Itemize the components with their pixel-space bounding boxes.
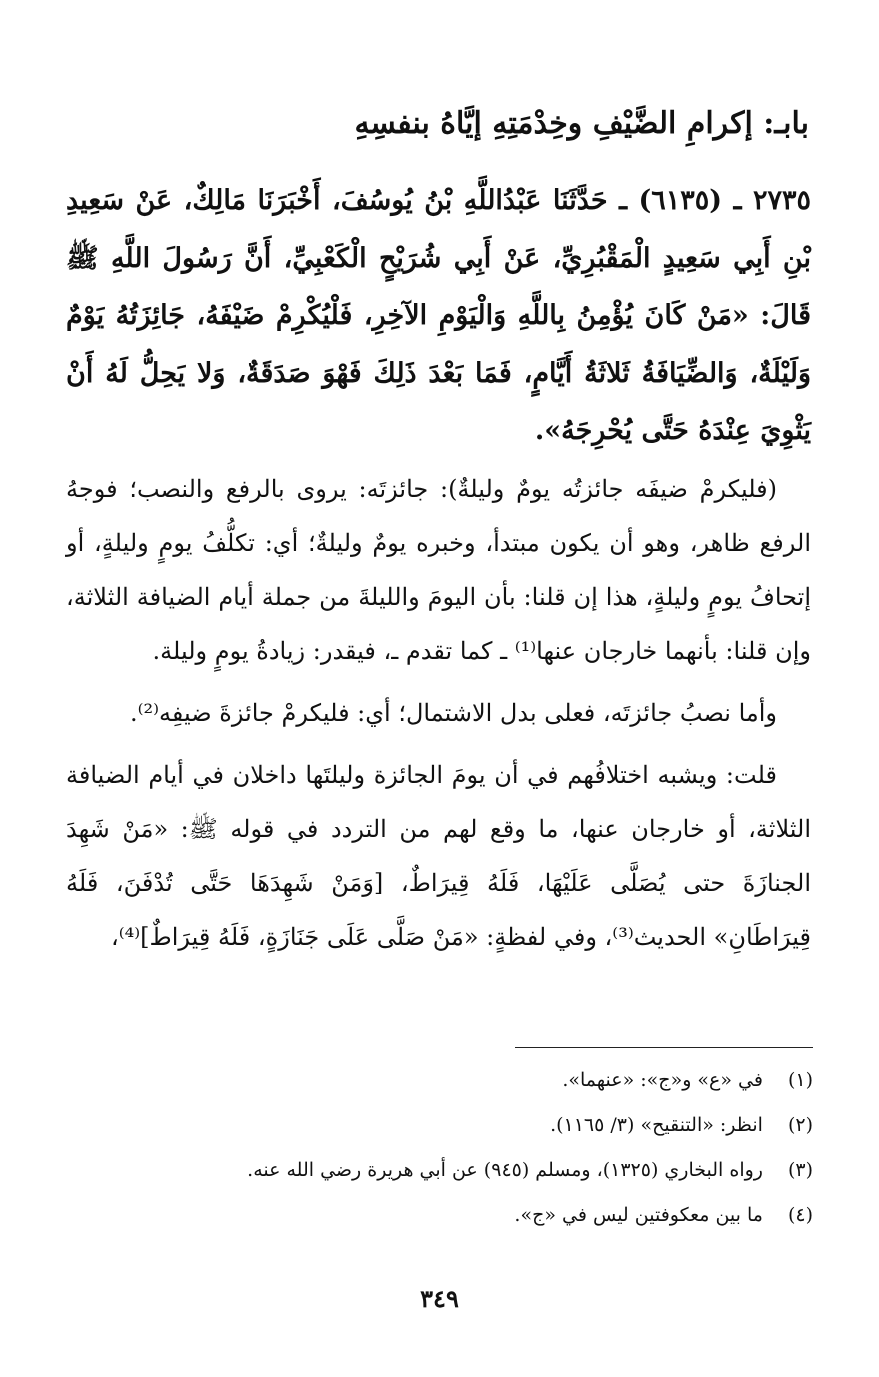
footnote [68, 1148, 813, 1193]
footnote [68, 1193, 813, 1238]
footnote [68, 1103, 813, 1148]
footnote-number: (٢) [787, 1114, 813, 1136]
footnote-text: ما بين معكوفتين ليس في «ج». [514, 1204, 763, 1226]
footnote-divider [515, 1047, 813, 1048]
commentary-paragraph: (فليكرمْ ضيفَه جائزتُه يومٌ وليلةٌ): جائزتَه: يروى بالرفع والنصب؛ فوجهُ الرفع ظاهر، وهو أن يكون مبتدأ، وخبره يومٌ وليلةٌ؛ أي: تكلُّفُ يومٍ وليلةٍ، أو إتحافُ يومٍ وليلةٍ، هذا إن قلنا: بأن اليومَ والليلةَ من جملة أيام الضيافة الثلاثة، وإن قلنا: بأنهما خارجان عنها⁽¹⁾ ـ كما تقدم ـ، فيقدر: زيادةُ يومٍ وليلة. [66, 475, 811, 665]
commentary-paragraph: وأما نصبُ جائزتَه، فعلى بدل الاشتمال؛ أي: فليكرمْ جائزةَ ضيفِه⁽²⁾. [129, 699, 777, 727]
footnote-text: انظر: «التنقيح» (٣/ ١١٦٥). [550, 1114, 763, 1136]
chapter-title: بابـ: إكرامِ الضَّيْفِ وخِدْمَتِهِ إيَّاهُ بنفسِهِ [354, 106, 809, 141]
commentary [66, 462, 811, 964]
footnote-number: (١) [787, 1069, 813, 1091]
footnote-number: (٣) [787, 1159, 813, 1181]
hadith-text: ٢٧٣٥ ـ (٦١٣٥) ـ حَدَّثَنَا عَبْدُاللَّهِ بْنُ يُوسُفَ، أَخْبَرَنَا مَالِكٌ، عَنْ سَعِيدِ بْنِ أَبِي سَعِيدٍ الْمَقْبُرِيِّ، عَنْ أَبِي شُرَيْحٍ الْكَعْبِيِّ، أَنَّ رَسُولَ اللَّهِ ﷺ قَالَ: «مَنْ كَانَ يُؤْمِنُ بِاللَّهِ وَالْيَوْمِ الآخِرِ، فَلْيُكْرِمْ ضَيْفَهُ، جَائِزَتُهُ يَوْمٌ وَلَيْلَةٌ، وَالضِّيَافَةُ ثَلاثَةُ أَيَّامٍ، فَمَا بَعْدَ ذَلِكَ فَهْوَ صَدَقَةٌ، وَلا يَحِلُّ لَهُ أَنْ يَثْوِيَ عِنْدَهُ حَتَّى يُحْرِجَهُ». [66, 185, 811, 446]
footnote [68, 1058, 813, 1103]
footnotes [68, 1058, 813, 1238]
footnote-number: (٤) [787, 1204, 813, 1226]
footnote-text: في «ع» و«ج»: «عنهما». [562, 1069, 763, 1091]
commentary-paragraph: قلت: ويشبه اختلافُهم في أن يومَ الجائزة وليلتَها داخلان في أيام الضيافة الثلاثة، أو خارجان عنها، ما وقع لهم من التردد في قوله ﷺ: «مَنْ شَهِدَ الجنازَةَ حتى يُصَلَّى عَلَيْهَا، فَلَهُ قِيرَاطٌ، [وَمَنْ شَهِدَهَا حَتَّى تُدْفَنَ، فَلَهُ قِيرَاطَانِ» الحديث⁽³⁾، وفي لفظةٍ: «مَنْ صَلَّى عَلَى جَنَازَةٍ، فَلَهُ قِيرَاطٌ]⁽⁴⁾، [66, 761, 811, 951]
footnote-text: رواه البخاري (١٣٢٥)، ومسلم (٩٤٥) عن أبي هريرة رضي الله عنه. [247, 1159, 763, 1181]
page-number: ٣٤٩ [420, 1284, 459, 1313]
